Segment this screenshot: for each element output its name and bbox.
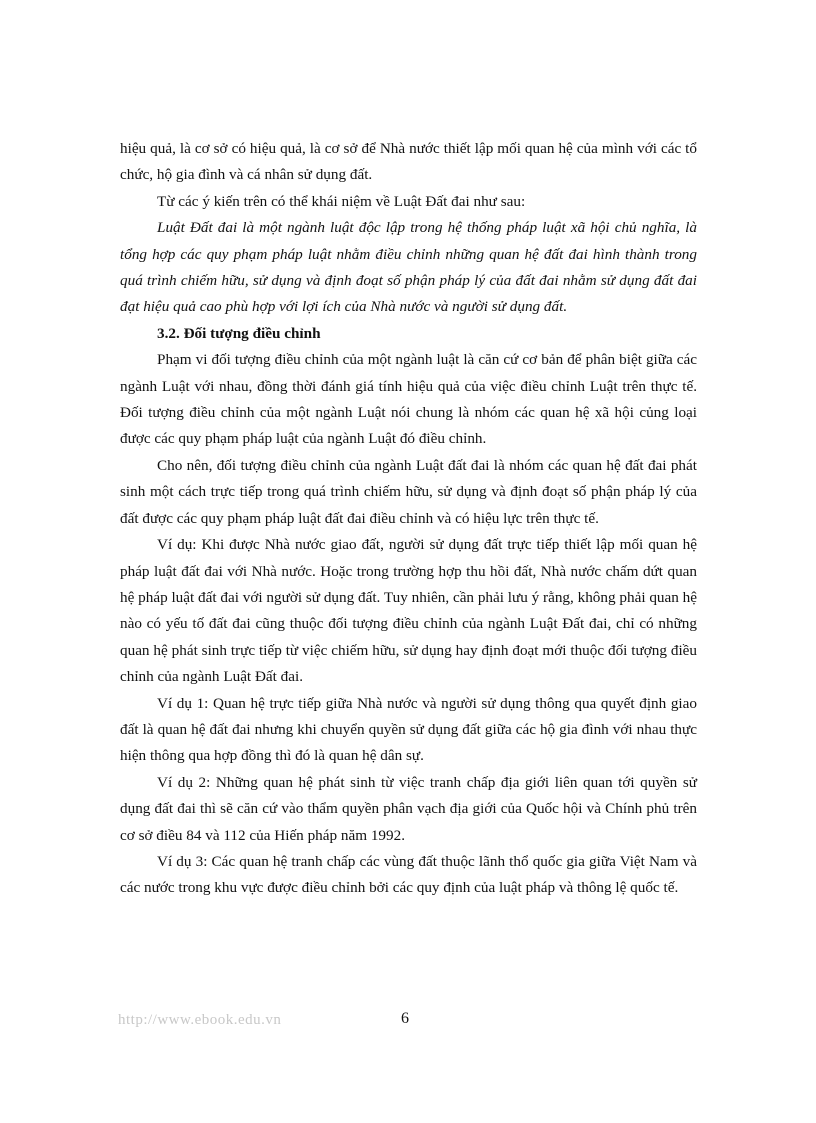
paragraph-object: Cho nên, đối tượng điều chỉnh của ngành Luật đất đai là nhóm các quan hệ đất đai phát sinh một cách trực tiếp trong quá trình chiếm hữu, sử dụng và định đoạt số phận pháp lý của đất được các quy phạm pháp luật đất đai điều chỉnh và có hiệu lực trên thực tế. <box>120 456 697 527</box>
document-body <box>120 136 697 902</box>
paragraph-example-1: Ví dụ 1: Quan hệ trực tiếp giữa Nhà nước và người sử dụng thông qua quyết định giao đất là quan hệ đất đai nhưng khi chuyển quyền sử dụng đất giữa các hộ gia đình với nhau thực hiện thông qua hợp đồng thì đó là quan hệ dân sự. <box>120 694 697 765</box>
paragraph-definition: Luật Đất đai là một ngành luật độc lập trong hệ thống pháp luật xã hội chủ nghĩa, là tổng hợp các quy phạm pháp luật nhằm điều chỉnh những quan hệ đất đai hình thành trong quá trình chiếm hữu, sử dụng và định đoạt số phận pháp lý của đất đai nhằm sử dụng đất đai đạt hiệu quả cao phù hợp với lợi ích của Nhà nước và người sử dụng đất. <box>120 219 697 316</box>
paragraph-intro-definition: Từ các ý kiến trên có thể khái niệm về Luật Đất đai như sau: <box>157 192 526 210</box>
section-heading: 3.2. Đối tượng điều chỉnh <box>157 324 321 342</box>
footer-url: http://www.ebook.edu.vn <box>118 1012 282 1028</box>
page-number: 6 <box>401 1010 409 1027</box>
paragraph-example-2: Ví dụ 2: Những quan hệ phát sinh từ việc tranh chấp địa giới liên quan tới quyền sử dụng đất đai thì sẽ căn cứ vào thẩm quyền phân vạch địa giới của Quốc hội và Chính phủ trên cơ sở điều 84 và 112 của Hiến pháp năm 1992. <box>120 773 697 844</box>
paragraph-scope: Phạm vi đối tượng điều chỉnh của một ngành luật là căn cứ cơ bản để phân biệt giữa các ngành Luật với nhau, đồng thời đánh giá tính hiệu quả của việc điều chỉnh Luật trên thực tế. Đối tượng điều chỉnh của một ngành Luật nói chung là nhóm các quan hệ xã hội củng loại được các quy phạm pháp luật của ngành Luật đó điều chỉnh. <box>120 351 697 448</box>
paragraph-continuation: hiệu quả, là cơ sở có hiệu quả, là cơ sở để Nhà nước thiết lập mối quan hệ của mình với các tổ chức, hộ gia đình và cá nhân sử dụng đất. <box>120 140 697 184</box>
paragraph-example-3: Ví dụ 3: Các quan hệ tranh chấp các vùng đất thuộc lãnh thổ quốc gia giữa Việt Nam và các nước trong khu vực được điều chỉnh bởi các quy định của luật pháp và thông lệ quốc tế. <box>120 852 697 897</box>
paragraph-example: Ví dụ: Khi được Nhà nước giao đất, người sử dụng đất trực tiếp thiết lập mối quan hệ pháp luật đất đai với Nhà nước. Hoặc trong trường hợp thu hồi đất, Nhà nước chấm dứt quan hệ pháp luật đất đai với người sử dụng đất. Tuy nhiên, cần phải lưu ý rằng, không phải quan hệ nào có yếu tố đất đai cũng thuộc đối tượng điều chỉnh của ngành Luật Đất đai, chỉ có những quan hệ phát sinh trực tiếp từ việc chiếm hữu, sử dụng hay định đoạt mới thuộc đối tượng điều chỉnh của ngành Luật Đất đai. <box>120 536 697 686</box>
